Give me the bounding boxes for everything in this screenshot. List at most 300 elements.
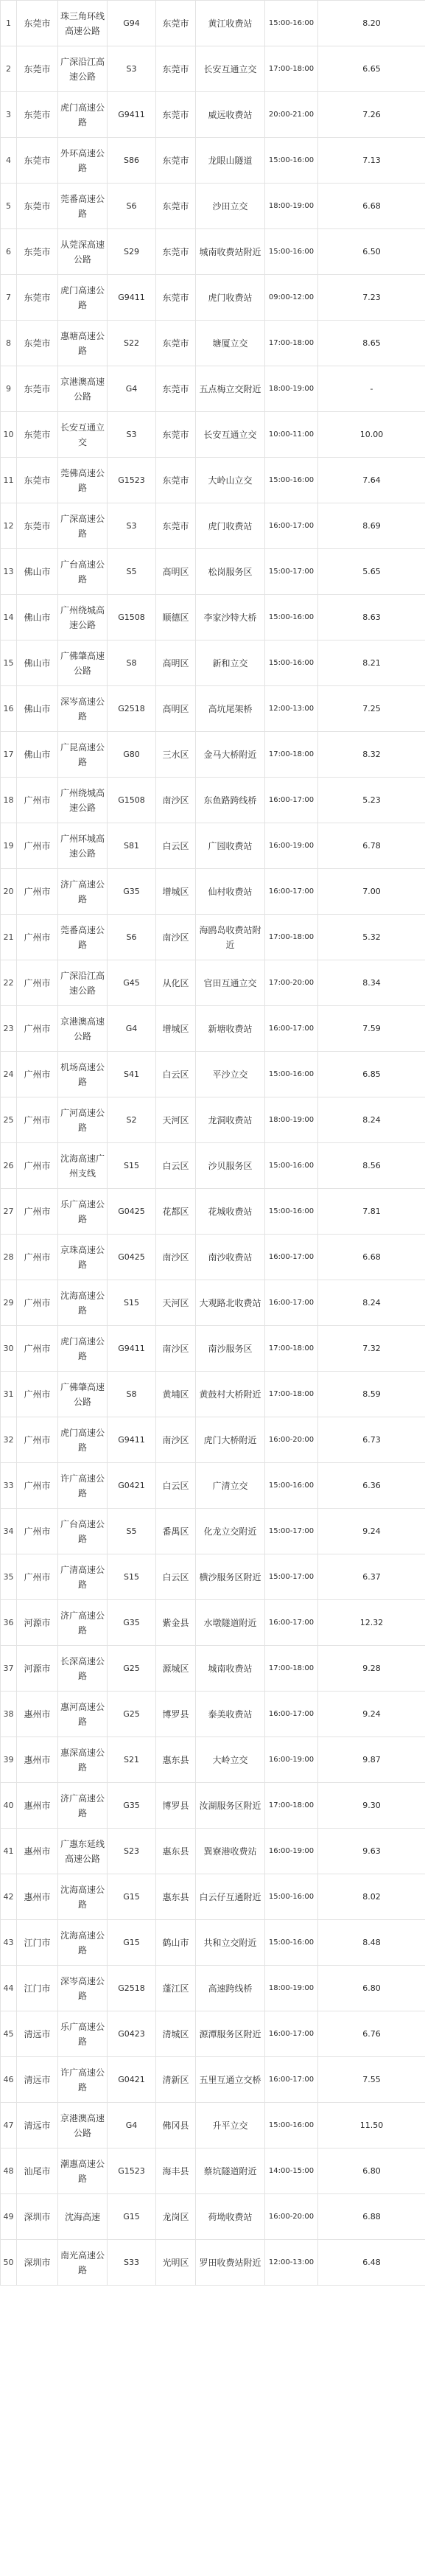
city-cell: 广州市 — [17, 1372, 58, 1417]
road-code-cell: G0425 — [108, 1189, 156, 1235]
city-cell: 东莞市 — [17, 412, 58, 458]
district-cell: 顺德区 — [156, 595, 196, 640]
table-row — [1, 1737, 425, 1783]
location-cell: 汝湖服务区附近 — [196, 1783, 265, 1829]
city-cell: 惠州市 — [17, 1692, 58, 1737]
road-code-cell: G4 — [108, 366, 156, 412]
congestion-index-cell: 7.26 — [318, 92, 425, 138]
district-cell: 花都区 — [156, 1189, 196, 1235]
district-cell: 东莞市 — [156, 503, 196, 549]
row-number: 8 — [1, 321, 17, 366]
road-code-cell: S3 — [108, 412, 156, 458]
road-name-cell: 许广高速公路 — [58, 1463, 108, 1509]
row-number: 1 — [1, 1, 17, 46]
district-cell: 东莞市 — [156, 458, 196, 503]
congestion-index-cell: 9.30 — [318, 1783, 425, 1829]
row-number: 46 — [1, 2057, 17, 2103]
road-name-cell: 乐广高速公路 — [58, 2011, 108, 2057]
row-number: 7 — [1, 275, 17, 321]
time-period-cell: 18:00-19:00 — [265, 1097, 318, 1143]
city-cell: 东莞市 — [17, 184, 58, 229]
row-number: 26 — [1, 1143, 17, 1189]
road-code-cell: G9411 — [108, 1417, 156, 1463]
city-cell: 广州市 — [17, 1463, 58, 1509]
location-cell: 五里互通立交桥 — [196, 2057, 265, 2103]
time-period-cell: 15:00-16:00 — [265, 1189, 318, 1235]
city-cell: 东莞市 — [17, 321, 58, 366]
city-cell: 广州市 — [17, 823, 58, 869]
road-code-cell: S21 — [108, 1737, 156, 1783]
location-cell: 金马大桥附近 — [196, 732, 265, 778]
road-code-cell: S23 — [108, 1829, 156, 1874]
road-name-cell: 广深沿江高速公路 — [58, 960, 108, 1006]
congestion-index-cell: 7.25 — [318, 686, 425, 732]
table-row — [1, 1235, 425, 1280]
time-period-cell: 15:00-16:00 — [265, 138, 318, 184]
road-name-cell: 深岑高速公路 — [58, 1966, 108, 2011]
location-cell: 泰美收费站 — [196, 1692, 265, 1737]
road-code-cell: G25 — [108, 1692, 156, 1737]
time-period-cell: 15:00-16:00 — [265, 229, 318, 275]
district-cell: 从化区 — [156, 960, 196, 1006]
road-name-cell: 广昆高速公路 — [58, 732, 108, 778]
road-name-cell: 广河高速公路 — [58, 1097, 108, 1143]
congestion-index-cell: 9.24 — [318, 1509, 425, 1554]
road-code-cell: S6 — [108, 915, 156, 960]
city-cell: 江门市 — [17, 1920, 58, 1966]
congestion-index-cell: 7.00 — [318, 869, 425, 915]
row-number: 3 — [1, 92, 17, 138]
congestion-index-cell: 9.63 — [318, 1829, 425, 1874]
road-name-cell: 广佛肇高速公路 — [58, 1372, 108, 1417]
table-row — [1, 503, 425, 549]
district-cell: 东莞市 — [156, 138, 196, 184]
road-code-cell: G9411 — [108, 1326, 156, 1372]
road-code-cell: S15 — [108, 1280, 156, 1326]
road-code-cell: S15 — [108, 1554, 156, 1600]
city-cell: 广州市 — [17, 1280, 58, 1326]
city-cell: 清远市 — [17, 2057, 58, 2103]
row-number: 15 — [1, 640, 17, 686]
row-number: 50 — [1, 2240, 17, 2286]
row-number: 49 — [1, 2194, 17, 2240]
congestion-index-cell: 7.32 — [318, 1326, 425, 1372]
table-row — [1, 2103, 425, 2149]
congestion-index-cell: 6.50 — [318, 229, 425, 275]
district-cell: 源城区 — [156, 1646, 196, 1692]
road-name-cell: 广深沿江高速公路 — [58, 46, 108, 92]
road-name-cell: 珠三角环线高速公路 — [58, 1, 108, 46]
time-period-cell: 16:00-17:00 — [265, 1235, 318, 1280]
road-name-cell: 莞番高速公路 — [58, 184, 108, 229]
location-cell: 南沙收费站 — [196, 1235, 265, 1280]
row-number: 33 — [1, 1463, 17, 1509]
congestion-index-cell: 8.24 — [318, 1280, 425, 1326]
road-name-cell: 广州绕城高速公路 — [58, 595, 108, 640]
city-cell: 广州市 — [17, 869, 58, 915]
row-number: 36 — [1, 1600, 17, 1646]
time-period-cell: 16:00-19:00 — [265, 823, 318, 869]
city-cell: 河源市 — [17, 1646, 58, 1692]
city-cell: 广州市 — [17, 960, 58, 1006]
district-cell: 天河区 — [156, 1097, 196, 1143]
location-cell: 新和立交 — [196, 640, 265, 686]
time-period-cell: 17:00-18:00 — [265, 915, 318, 960]
table-row — [1, 1097, 425, 1143]
district-cell: 东莞市 — [156, 1, 196, 46]
location-cell: 荷坳收费站 — [196, 2194, 265, 2240]
district-cell: 增城区 — [156, 1006, 196, 1052]
road-code-cell: S6 — [108, 184, 156, 229]
location-cell: 罗田收费站附近 — [196, 2240, 265, 2286]
district-cell: 南沙区 — [156, 1235, 196, 1280]
city-cell: 佛山市 — [17, 732, 58, 778]
road-name-cell: 虎门高速公路 — [58, 275, 108, 321]
district-cell: 白云区 — [156, 1143, 196, 1189]
road-code-cell: G15 — [108, 1920, 156, 1966]
district-cell: 白云区 — [156, 1554, 196, 1600]
row-number: 47 — [1, 2103, 17, 2149]
road-name-cell: 广台高速公路 — [58, 1509, 108, 1554]
road-name-cell: 广州环城高速公路 — [58, 823, 108, 869]
road-code-cell: S22 — [108, 321, 156, 366]
row-number: 29 — [1, 1280, 17, 1326]
location-cell: 沙田立交 — [196, 184, 265, 229]
location-cell: 长安互通立交 — [196, 46, 265, 92]
table-row — [1, 2011, 425, 2057]
district-cell: 南沙区 — [156, 1326, 196, 1372]
row-number: 16 — [1, 686, 17, 732]
road-code-cell: G45 — [108, 960, 156, 1006]
row-number: 4 — [1, 138, 17, 184]
district-cell: 天河区 — [156, 1280, 196, 1326]
district-cell: 增城区 — [156, 869, 196, 915]
road-name-cell: 广惠东延线高速公路 — [58, 1829, 108, 1874]
district-cell: 清新区 — [156, 2057, 196, 2103]
congestion-index-cell: 6.68 — [318, 184, 425, 229]
table-row — [1, 1280, 425, 1326]
congestion-index-cell: 6.76 — [318, 2011, 425, 2057]
congestion-index-cell: 7.13 — [318, 138, 425, 184]
city-cell: 清远市 — [17, 2011, 58, 2057]
time-period-cell: 15:00-17:00 — [265, 549, 318, 595]
time-period-cell: 09:00-12:00 — [265, 275, 318, 321]
road-code-cell: G1523 — [108, 458, 156, 503]
road-name-cell: 潮惠高速公路 — [58, 2149, 108, 2194]
congestion-index-cell: 6.73 — [318, 1417, 425, 1463]
district-cell: 佛冈县 — [156, 2103, 196, 2149]
road-name-cell: 惠塘高速公路 — [58, 321, 108, 366]
time-period-cell: 17:00-18:00 — [265, 321, 318, 366]
time-period-cell: 15:00-16:00 — [265, 1920, 318, 1966]
district-cell: 黄埔区 — [156, 1372, 196, 1417]
road-code-cell: G35 — [108, 1783, 156, 1829]
location-cell: 黄江收费站 — [196, 1, 265, 46]
location-cell: 花城收费站 — [196, 1189, 265, 1235]
road-code-cell: G9411 — [108, 92, 156, 138]
table-row — [1, 2057, 425, 2103]
district-cell: 博罗县 — [156, 1692, 196, 1737]
row-number: 11 — [1, 458, 17, 503]
table-row — [1, 412, 425, 458]
table-row — [1, 1646, 425, 1692]
row-number: 13 — [1, 549, 17, 595]
congestion-index-cell: 8.56 — [318, 1143, 425, 1189]
row-number: 9 — [1, 366, 17, 412]
time-period-cell: 17:00-18:00 — [265, 46, 318, 92]
time-period-cell: 15:00-16:00 — [265, 2103, 318, 2149]
table-row — [1, 1600, 425, 1646]
city-cell: 东莞市 — [17, 366, 58, 412]
city-cell: 广州市 — [17, 1417, 58, 1463]
road-code-cell: S15 — [108, 1143, 156, 1189]
time-period-cell: 16:00-17:00 — [265, 778, 318, 823]
road-name-cell: 虎门高速公路 — [58, 1326, 108, 1372]
congestion-index-cell: 7.64 — [318, 458, 425, 503]
location-cell: 东鱼路跨线桥 — [196, 778, 265, 823]
road-code-cell: G1508 — [108, 595, 156, 640]
road-name-cell: 机场高速公路 — [58, 1052, 108, 1097]
table-row — [1, 1692, 425, 1737]
congestion-index-cell: 11.50 — [318, 2103, 425, 2149]
road-name-cell: 沈海高速公路 — [58, 1920, 108, 1966]
row-number: 35 — [1, 1554, 17, 1600]
road-name-cell: 南光高速公路 — [58, 2240, 108, 2286]
road-code-cell: G0423 — [108, 2011, 156, 2057]
district-cell: 白云区 — [156, 1052, 196, 1097]
road-code-cell: S3 — [108, 46, 156, 92]
congestion-index-cell: 6.85 — [318, 1052, 425, 1097]
row-number: 31 — [1, 1372, 17, 1417]
district-cell: 南沙区 — [156, 778, 196, 823]
location-cell: 大岭立交 — [196, 1737, 265, 1783]
time-period-cell: 16:00-17:00 — [265, 2011, 318, 2057]
table-row — [1, 2240, 425, 2286]
time-period-cell: 15:00-16:00 — [265, 1143, 318, 1189]
road-code-cell: G1508 — [108, 778, 156, 823]
city-cell: 广州市 — [17, 778, 58, 823]
road-code-cell: S86 — [108, 138, 156, 184]
location-cell: 仙村收费站 — [196, 869, 265, 915]
time-period-cell: 17:00-18:00 — [265, 1646, 318, 1692]
time-period-cell: 16:00-17:00 — [265, 1600, 318, 1646]
congestion-index-cell: 5.32 — [318, 915, 425, 960]
time-period-cell: 10:00-11:00 — [265, 412, 318, 458]
time-period-cell: 16:00-17:00 — [265, 2057, 318, 2103]
location-cell: 黄鼓村大桥附近 — [196, 1372, 265, 1417]
location-cell: 平沙立交 — [196, 1052, 265, 1097]
location-cell: 虎门大桥附近 — [196, 1417, 265, 1463]
city-cell: 广州市 — [17, 1326, 58, 1372]
time-period-cell: 15:00-16:00 — [265, 595, 318, 640]
city-cell: 广州市 — [17, 1097, 58, 1143]
table-row — [1, 458, 425, 503]
congestion-index-cell: 6.65 — [318, 46, 425, 92]
table-body — [1, 1, 425, 2286]
table-row — [1, 1874, 425, 1920]
row-number: 25 — [1, 1097, 17, 1143]
time-period-cell: 18:00-19:00 — [265, 184, 318, 229]
table-row — [1, 184, 425, 229]
road-code-cell: G25 — [108, 1646, 156, 1692]
table-row — [1, 92, 425, 138]
congestion-index-cell: 9.24 — [318, 1692, 425, 1737]
congestion-index-cell: 8.69 — [318, 503, 425, 549]
city-cell: 惠州市 — [17, 1829, 58, 1874]
road-name-cell: 广佛肇高速公路 — [58, 640, 108, 686]
table-row — [1, 595, 425, 640]
location-cell: 升平立交 — [196, 2103, 265, 2149]
row-number: 41 — [1, 1829, 17, 1874]
row-number: 37 — [1, 1646, 17, 1692]
table-row — [1, 1189, 425, 1235]
city-cell: 佛山市 — [17, 595, 58, 640]
congestion-index-cell: 10.00 — [318, 412, 425, 458]
city-cell: 广州市 — [17, 1509, 58, 1554]
district-cell: 东莞市 — [156, 184, 196, 229]
congestion-index-cell: 6.37 — [318, 1554, 425, 1600]
table-row — [1, 869, 425, 915]
location-cell: 水墩隧道附近 — [196, 1600, 265, 1646]
road-code-cell: G1523 — [108, 2149, 156, 2194]
road-code-cell: G15 — [108, 1874, 156, 1920]
city-cell: 东莞市 — [17, 46, 58, 92]
city-cell: 广州市 — [17, 1006, 58, 1052]
congestion-index-cell: 9.87 — [318, 1737, 425, 1783]
road-code-cell: G80 — [108, 732, 156, 778]
time-period-cell: 17:00-20:00 — [265, 960, 318, 1006]
table-row — [1, 1829, 425, 1874]
table-row — [1, 138, 425, 184]
table-row — [1, 229, 425, 275]
row-number: 20 — [1, 869, 17, 915]
table-row — [1, 1509, 425, 1554]
city-cell: 汕尾市 — [17, 2149, 58, 2194]
location-cell: 沙贝服务区 — [196, 1143, 265, 1189]
district-cell: 惠东县 — [156, 1737, 196, 1783]
road-name-cell: 莞佛高速公路 — [58, 458, 108, 503]
table-row — [1, 275, 425, 321]
table-row — [1, 2149, 425, 2194]
location-cell: 海鸥岛收费站附近 — [196, 915, 265, 960]
congestion-index-cell: 8.63 — [318, 595, 425, 640]
congestion-index-cell: 8.32 — [318, 732, 425, 778]
congestion-index-cell: 8.02 — [318, 1874, 425, 1920]
congestion-index-cell: 6.80 — [318, 1966, 425, 2011]
row-number: 40 — [1, 1783, 17, 1829]
district-cell: 番禺区 — [156, 1509, 196, 1554]
table-row — [1, 640, 425, 686]
table-row — [1, 960, 425, 1006]
table-row — [1, 46, 425, 92]
road-code-cell: S5 — [108, 549, 156, 595]
location-cell: 广清立交 — [196, 1463, 265, 1509]
location-cell: 横沙服务区附近 — [196, 1554, 265, 1600]
location-cell: 南沙服务区 — [196, 1326, 265, 1372]
district-cell: 东莞市 — [156, 229, 196, 275]
time-period-cell: 12:00-13:00 — [265, 2240, 318, 2286]
time-period-cell: 16:00-17:00 — [265, 503, 318, 549]
road-code-cell: S8 — [108, 1372, 156, 1417]
road-name-cell: 济广高速公路 — [58, 869, 108, 915]
road-name-cell: 京珠高速公路 — [58, 1235, 108, 1280]
district-cell: 蓬江区 — [156, 1966, 196, 2011]
row-number: 12 — [1, 503, 17, 549]
time-period-cell: 12:00-13:00 — [265, 686, 318, 732]
time-period-cell: 15:00-17:00 — [265, 1554, 318, 1600]
district-cell: 紫金县 — [156, 1600, 196, 1646]
congestion-index-cell: 8.34 — [318, 960, 425, 1006]
congestion-index-cell: 6.78 — [318, 823, 425, 869]
row-number: 19 — [1, 823, 17, 869]
table-row — [1, 1783, 425, 1829]
congestion-index-cell: 5.65 — [318, 549, 425, 595]
time-period-cell: 16:00-19:00 — [265, 1737, 318, 1783]
road-name-cell: 许广高速公路 — [58, 2057, 108, 2103]
time-period-cell: 15:00-16:00 — [265, 1052, 318, 1097]
row-number: 27 — [1, 1189, 17, 1235]
road-code-cell: G94 — [108, 1, 156, 46]
time-period-cell: 16:00-17:00 — [265, 1280, 318, 1326]
city-cell: 广州市 — [17, 915, 58, 960]
district-cell: 高明区 — [156, 640, 196, 686]
district-cell: 东莞市 — [156, 46, 196, 92]
location-cell: 威远收费站 — [196, 92, 265, 138]
district-cell: 龙岗区 — [156, 2194, 196, 2240]
location-cell: 巽寮港收费站 — [196, 1829, 265, 1874]
road-code-cell: S33 — [108, 2240, 156, 2286]
city-cell: 东莞市 — [17, 92, 58, 138]
congestion-index-cell: 8.20 — [318, 1, 425, 46]
congestion-index-cell: 5.23 — [318, 778, 425, 823]
time-period-cell: 15:00-16:00 — [265, 458, 318, 503]
location-cell: 龙洞收费站 — [196, 1097, 265, 1143]
city-cell: 广州市 — [17, 1235, 58, 1280]
district-cell: 东莞市 — [156, 321, 196, 366]
district-cell: 高明区 — [156, 686, 196, 732]
district-cell: 白云区 — [156, 823, 196, 869]
time-period-cell: 18:00-19:00 — [265, 1966, 318, 2011]
city-cell: 佛山市 — [17, 686, 58, 732]
time-period-cell: 15:00-16:00 — [265, 640, 318, 686]
district-cell: 东莞市 — [156, 275, 196, 321]
time-period-cell: 17:00-18:00 — [265, 1783, 318, 1829]
district-cell: 白云区 — [156, 1463, 196, 1509]
congestion-index-cell: 8.59 — [318, 1372, 425, 1417]
district-cell: 博罗县 — [156, 1783, 196, 1829]
location-cell: 长安互通立交 — [196, 412, 265, 458]
location-cell: 新塘收费站 — [196, 1006, 265, 1052]
congestion-index-cell: 7.81 — [318, 1189, 425, 1235]
congestion-index-cell: 6.36 — [318, 1463, 425, 1509]
row-number: 34 — [1, 1509, 17, 1554]
location-cell: 广园收费站 — [196, 823, 265, 869]
table-row — [1, 823, 425, 869]
road-code-cell: S81 — [108, 823, 156, 869]
time-period-cell: 15:00-16:00 — [265, 1, 318, 46]
time-period-cell: 17:00-18:00 — [265, 1326, 318, 1372]
road-code-cell: G35 — [108, 869, 156, 915]
table-row — [1, 1554, 425, 1600]
road-name-cell: 京港澳高速公路 — [58, 1006, 108, 1052]
congestion-index-cell: 8.65 — [318, 321, 425, 366]
city-cell: 惠州市 — [17, 1783, 58, 1829]
road-code-cell: S3 — [108, 503, 156, 549]
road-code-cell: G0421 — [108, 1463, 156, 1509]
city-cell: 清远市 — [17, 2103, 58, 2149]
road-name-cell: 外环高速公路 — [58, 138, 108, 184]
row-number: 6 — [1, 229, 17, 275]
